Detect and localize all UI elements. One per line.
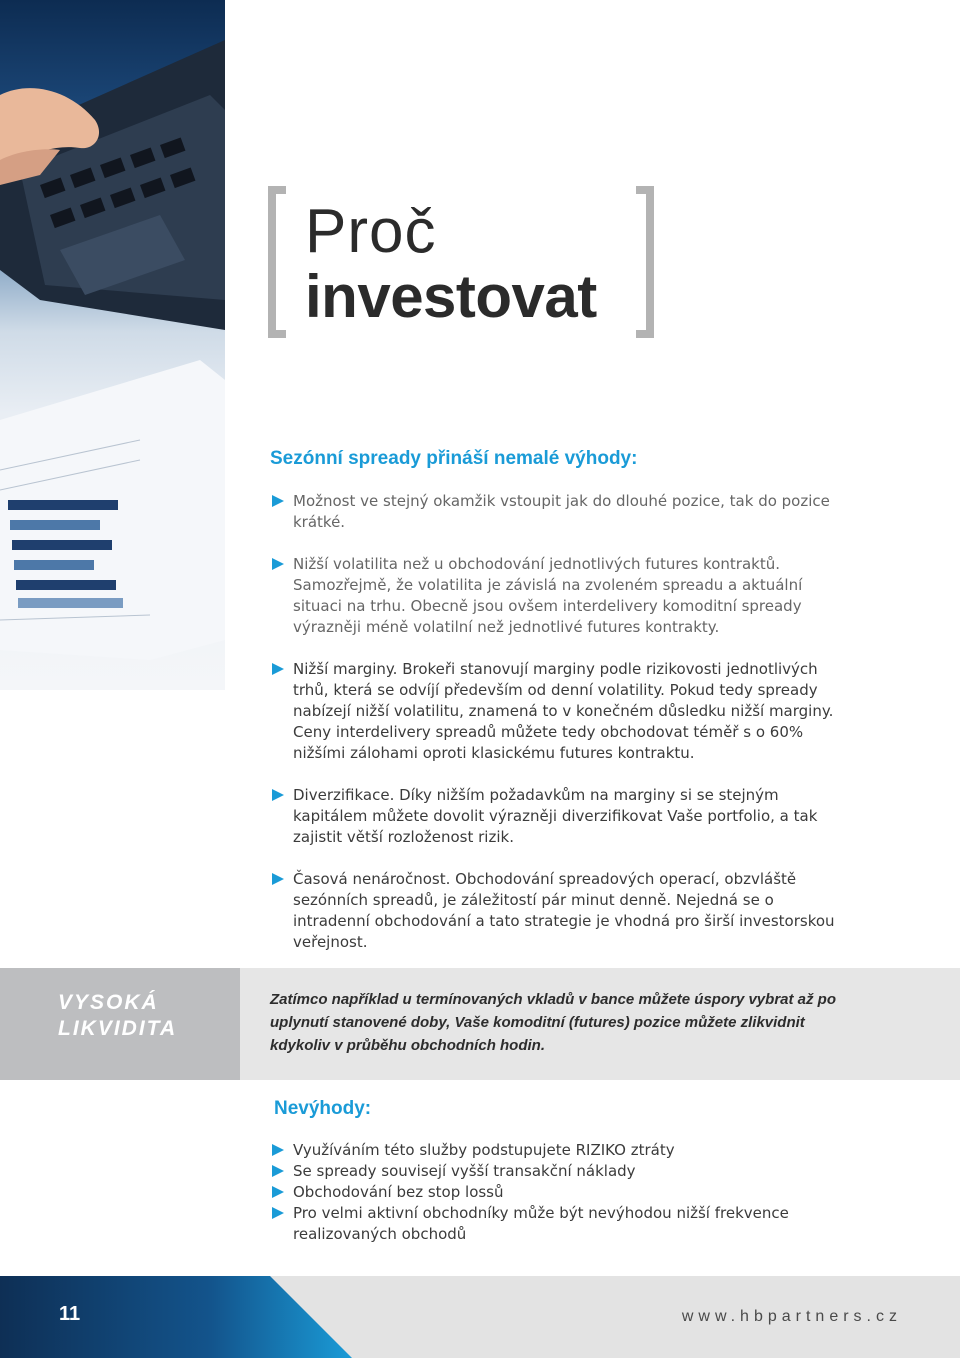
arrow-right-icon [272, 789, 284, 801]
list-item [272, 785, 842, 848]
list-item [272, 869, 842, 953]
list-item-text: Možnost ve stejný okamžik vstoupit jak do dlouhé pozice, tak do pozice krátké. [293, 492, 830, 531]
list-item-lead: Časová nenáročnost. [293, 870, 451, 888]
arrow-right-icon [272, 1207, 284, 1219]
list-item-text: Využíváním této služby podstupujete RIZIKO ztráty [293, 1141, 675, 1159]
arrow-right-icon [272, 495, 284, 507]
arrow-right-icon [272, 1144, 284, 1156]
arrow-right-icon [272, 663, 284, 675]
list-item [272, 1182, 832, 1203]
list-item [272, 1203, 832, 1245]
laptop-chart-photo [0, 0, 225, 690]
list-item-lead: Nižší marginy. [293, 660, 398, 678]
liquidity-band [0, 968, 960, 1080]
list-item-text: Obchodování bez stop lossů [293, 1183, 504, 1201]
list-item-lead: Nižší volatilita než u obchodování jednotlivých futures kontraktů. Samozřejmě, že volatilita je závislá na zvoleném spreadu a aktuální situaci na trhu. [293, 555, 803, 615]
arrow-right-icon [272, 1165, 284, 1177]
title-bracket-left [268, 186, 286, 338]
liquidity-title [58, 990, 177, 1042]
list-item-lead: Diverzifikace. [293, 786, 395, 804]
disadvantages-heading: Nevýhody: [274, 1098, 372, 1119]
advantages-heading: Sezónní spready přináší nemalé výhody: [270, 448, 638, 469]
list-item-text: Se spready souvisejí vyšší transakční náklady [293, 1162, 636, 1180]
list-item [272, 1161, 832, 1182]
liquidity-title-line2: LIKVIDITA [58, 1017, 178, 1040]
page-title-line1: Proč [305, 197, 437, 266]
list-item-text: Brokeři stanovují marginy podle rizikovosti jednotlivých trhů, která se odvíjí především od denní volatility. Pokud tedy spready nabízejí nižší volatilitu, znamená to v konečném důsledku nižší marginy. Ceny interdelivery spreadů můžete tedy obchodovat téměř s o 60% nižšími zálohami oproti klasickému futures kontraktu. [293, 660, 834, 762]
page-number: 11 [59, 1303, 81, 1325]
liquidity-title-line1: VYSOKÁ [58, 991, 159, 1014]
arrow-right-icon [272, 873, 284, 885]
arrow-right-icon [272, 558, 284, 570]
liquidity-label-box [0, 968, 240, 1080]
page-footer [0, 1276, 960, 1358]
website-link[interactable]: www.hbpartners.cz [681, 1308, 902, 1325]
liquidity-text: Zatímco například u termínovaných vkladů v bance můžete úspory vybrat až po uplynutí stanovené doby, Vaše komoditní (futures) pozice můžete zlikvidnit kdykoliv v průběhu obchodních hodin. [270, 991, 836, 1054]
advantages-list [272, 491, 842, 953]
disadvantages-list [272, 1140, 832, 1245]
list-item-text: Pro velmi aktivní obchodníky může být nevýhodou nižší frekvence realizovaných obchodů [293, 1204, 789, 1243]
list-item [272, 1140, 832, 1161]
title-bracket-right [636, 186, 654, 338]
list-item-text: Obchodování spreadových operací, obzvláště sezónních spreadů, je záležitostí pár minut denně. Nejedná se o intradenní obchodování a tato strategie je vhodná pro širší investorskou veřejnost. [293, 870, 835, 951]
list-item [272, 659, 842, 764]
list-item [272, 554, 842, 638]
arrow-right-icon [272, 1186, 284, 1198]
page-title-line2: investovat [305, 263, 597, 330]
list-item-text: Díky nižším požadavkům na marginy si se stejným kapitálem můžete dovolit výrazněji diverzifikovat Vaše portfolio, a tak zajistit větší rozloženost rizik. [293, 786, 818, 846]
list-item-text: Obecně jsou ovšem interdelivery komoditní spready výrazněji méně volatilní než jednotlivé futures kontrakty. [293, 597, 802, 636]
list-item [272, 491, 842, 533]
